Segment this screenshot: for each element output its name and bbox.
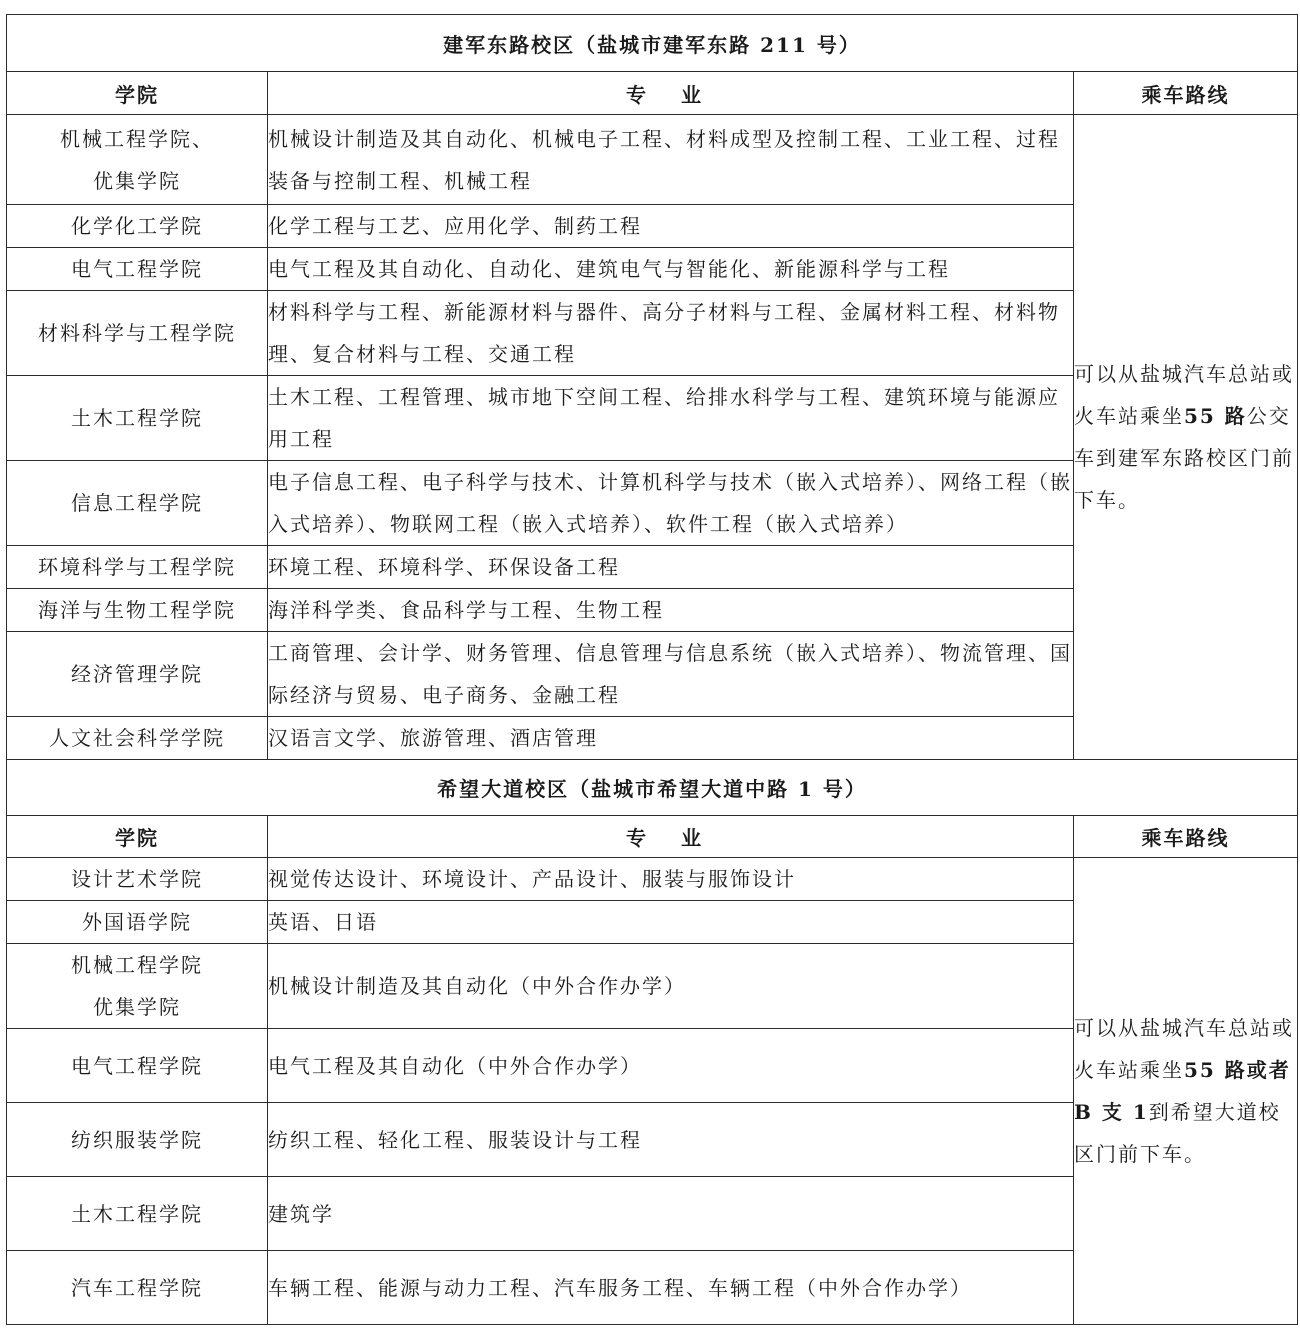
major-cell: 电气工程及其自动化、自动化、建筑电气与智能化、新能源科学与工程 <box>268 248 1074 291</box>
major-cell: 英语、日语 <box>268 901 1074 944</box>
college-name-line: 优集学院 <box>93 995 181 1019</box>
route-text-end: 到希望大道校区门前下车。 <box>1074 1100 1281 1166</box>
major-cell: 视觉传达设计、环境设计、产品设计、服装与服饰设计 <box>268 858 1074 901</box>
campus1-header-college: 学院 <box>7 72 268 115</box>
college-name-line: 机械工程学院、 <box>60 126 214 151</box>
table-row <box>7 858 1298 901</box>
route-text: 可以从盐城汽车总站或火车站乘坐 <box>1074 1016 1294 1082</box>
major-cell: 汉语言文学、旅游管理、酒店管理 <box>268 717 1074 760</box>
college-cell: 海洋与生物工程学院 <box>7 589 268 632</box>
campus-majors-table <box>6 14 1298 1325</box>
major-cell: 机械设计制造及其自动化（中外合作办学） <box>268 944 1074 1029</box>
campus1-route-cell <box>1074 115 1298 760</box>
college-cell: 汽车工程学院 <box>7 1251 268 1325</box>
college-cell: 设计艺术学院 <box>7 858 268 901</box>
college-cell: 土木工程学院 <box>7 1177 268 1251</box>
college-name-line: 机械工程学院 <box>71 953 203 977</box>
college-cell <box>7 115 268 205</box>
campus2-title: 希望大道校区（盐城市希望大道中路 1 号） <box>7 760 1298 816</box>
college-cell: 纺织服装学院 <box>7 1103 268 1177</box>
campus2-header-college: 学院 <box>7 816 268 858</box>
college-cell <box>7 944 268 1029</box>
major-cell: 机械设计制造及其自动化、机械电子工程、材料成型及控制工程、工业工程、过程装备与控制工程、机械工程 <box>268 115 1074 205</box>
college-name-line: 优集学院 <box>93 168 181 193</box>
campus1-header-major: 专 业 <box>268 72 1074 115</box>
route-text: 可以从盐城汽车总站或火车站乘坐 <box>1074 362 1294 428</box>
college-cell: 土木工程学院 <box>7 376 268 461</box>
route-bus-number: 55 路 <box>1184 404 1247 428</box>
major-cell: 材料科学与工程、新能源材料与器件、高分子材料与工程、金属材料工程、材料物理、复合材料与工程、交通工程 <box>268 291 1074 376</box>
campus2-header-route: 乘车路线 <box>1074 816 1298 858</box>
major-cell: 电气工程及其自动化（中外合作办学） <box>268 1029 1074 1103</box>
campus1-header-route: 乘车路线 <box>1074 72 1298 115</box>
major-cell: 海洋科学类、食品科学与工程、生物工程 <box>268 589 1074 632</box>
college-cell: 人文社会科学学院 <box>7 717 268 760</box>
major-cell: 土木工程、工程管理、城市地下空间工程、给排水科学与工程、建筑环境与能源应用工程 <box>268 376 1074 461</box>
major-cell: 车辆工程、能源与动力工程、汽车服务工程、车辆工程（中外合作办学） <box>268 1251 1074 1325</box>
table-row <box>7 115 1298 205</box>
major-cell: 建筑学 <box>268 1177 1074 1251</box>
college-cell: 化学化工学院 <box>7 205 268 248</box>
major-cell: 化学工程与工艺、应用化学、制药工程 <box>268 205 1074 248</box>
major-cell: 纺织工程、轻化工程、服装设计与工程 <box>268 1103 1074 1177</box>
college-cell: 电气工程学院 <box>7 1029 268 1103</box>
major-cell: 电子信息工程、电子科学与技术、计算机科学与技术（嵌入式培养）、网络工程（嵌入式培养）、物联网工程（嵌入式培养）、软件工程（嵌入式培养） <box>268 461 1074 546</box>
college-cell: 经济管理学院 <box>7 632 268 717</box>
route-bus-number: 55 路或者 B 支 1 <box>1074 1058 1291 1124</box>
major-cell: 工商管理、会计学、财务管理、信息管理与信息系统（嵌入式培养）、物流管理、国际经济与贸易、电子商务、金融工程 <box>268 632 1074 717</box>
campus2-route-cell <box>1074 858 1298 1325</box>
major-cell: 环境工程、环境科学、环保设备工程 <box>268 546 1074 589</box>
college-cell: 信息工程学院 <box>7 461 268 546</box>
college-cell: 电气工程学院 <box>7 248 268 291</box>
campus1-title: 建军东路校区（盐城市建军东路 211 号） <box>7 15 1298 72</box>
college-cell: 材料科学与工程学院 <box>7 291 268 376</box>
route-text-end: 公交车到建军东路校区门前下车。 <box>1074 404 1294 512</box>
college-cell: 外国语学院 <box>7 901 268 944</box>
campus2-header-major: 专 业 <box>268 816 1074 858</box>
college-cell: 环境科学与工程学院 <box>7 546 268 589</box>
